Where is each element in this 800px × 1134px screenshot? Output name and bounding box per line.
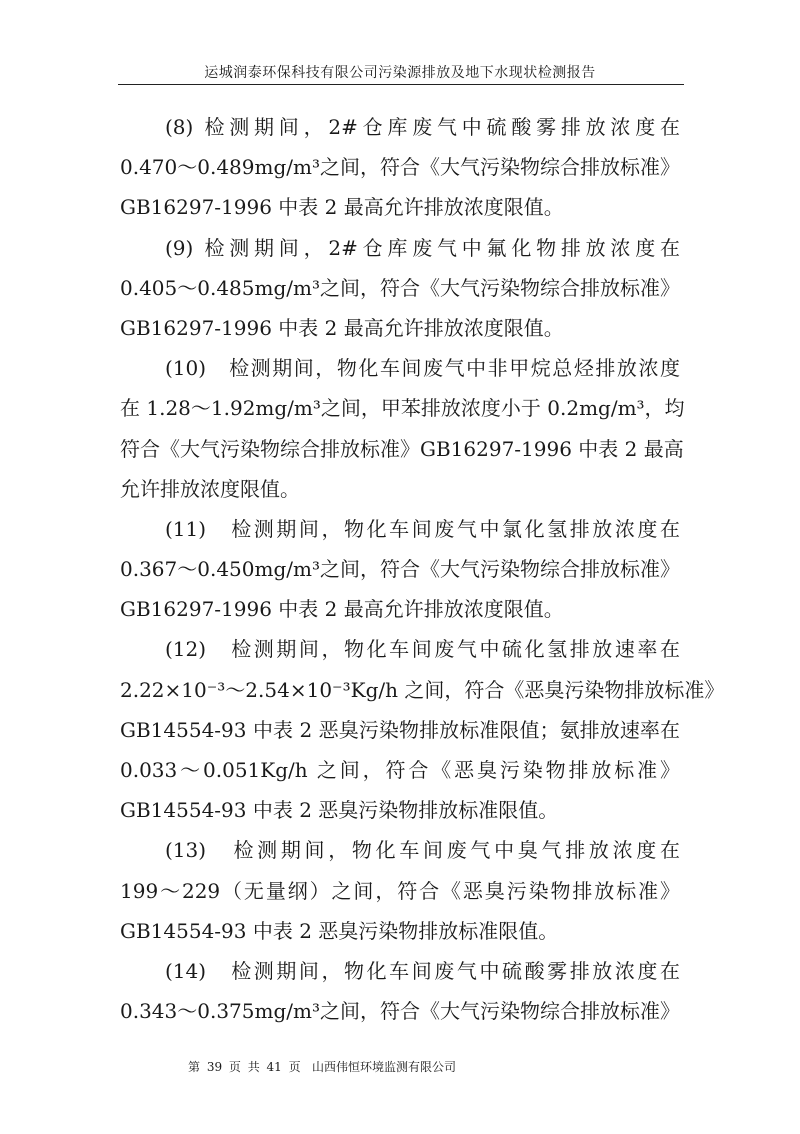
paragraph [120,629,725,830]
paragraph [120,107,680,228]
paragraph [120,348,685,509]
text-line: GB14554-93 中表 2 恶臭污染物排放标准限值。 [120,798,559,823]
text-line: (9) 检测期间，2#仓库废气中氟化物排放浓度在 [165,235,680,260]
footer-company: 山西伟恒环境监测有限公司 [312,1060,457,1074]
text-line: GB14554-93 中表 2 恶臭污染物排放标准限值。 [120,918,559,943]
paragraph [120,951,680,1031]
header-divider [118,84,684,85]
text-line: GB16297-1996 中表 2 最高允许排放浓度限值。 [120,195,564,220]
text-line: (13) 检测期间，物化车间废气中臭气排放浓度在 [165,838,680,863]
text-line: GB14554-93 中表 2 恶臭污染物排放标准限值；氨排放速率在 [120,717,680,742]
text-line: (12) 检测期间，物化车间废气中硫化氢排放速率在 [165,637,680,662]
page-header: 运城润泰环保科技有限公司污染源排放及地下水现状检测报告 [204,65,596,81]
text-line: (10) 检测期间，物化车间废气中非甲烷总烃排放浓度 [165,356,680,381]
text-line: 0.343～0.375mg/m³之间，符合《大气污染物综合排放标准》 [120,999,680,1024]
text-line: 0.470～0.489mg/m³之间，符合《大气污染物综合排放标准》 [120,155,680,180]
page-number: 第 39 页 共 41 页 [188,1060,301,1074]
document-body [120,107,725,1031]
text-line: (11) 检测期间，物化车间废气中氯化氢排放浓度在 [165,516,680,541]
text-line: 2.22×10⁻³～2.54×10⁻³Kg/h 之间，符合《恶臭污染物排放标准》 [120,677,725,702]
text-line: 允许排放浓度限值。 [120,476,300,501]
text-line: 符合《大气污染物综合排放标准》GB16297-1996 中表 2 最高 [120,436,684,461]
text-line: 0.033～0.051Kg/h 之间，符合《恶臭污染物排放标准》 [120,758,680,782]
text-line: GB16297-1996 中表 2 最高允许排放浓度限值。 [120,315,564,340]
paragraph [120,509,680,630]
text-line: 0.367～0.450mg/m³之间，符合《大气污染物综合排放标准》 [120,557,680,582]
text-line: 在 1.28～1.92mg/m³之间，甲苯排放浓度小于 0.2mg/m³，均 [120,396,685,421]
text-line: (8) 检测期间，2#仓库废气中硫酸雾排放浓度在 [165,115,680,139]
text-line: GB16297-1996 中表 2 最高允许排放浓度限值。 [120,597,564,622]
text-line: 199～229（无量纲）之间，符合《恶臭污染物排放标准》 [120,878,680,903]
text-line: (14) 检测期间，物化车间废气中硫酸雾排放浓度在 [165,958,680,983]
paragraph [120,830,680,951]
text-line: 0.405～0.485mg/m³之间，符合《大气污染物综合排放标准》 [120,275,680,300]
paragraph [120,228,680,349]
